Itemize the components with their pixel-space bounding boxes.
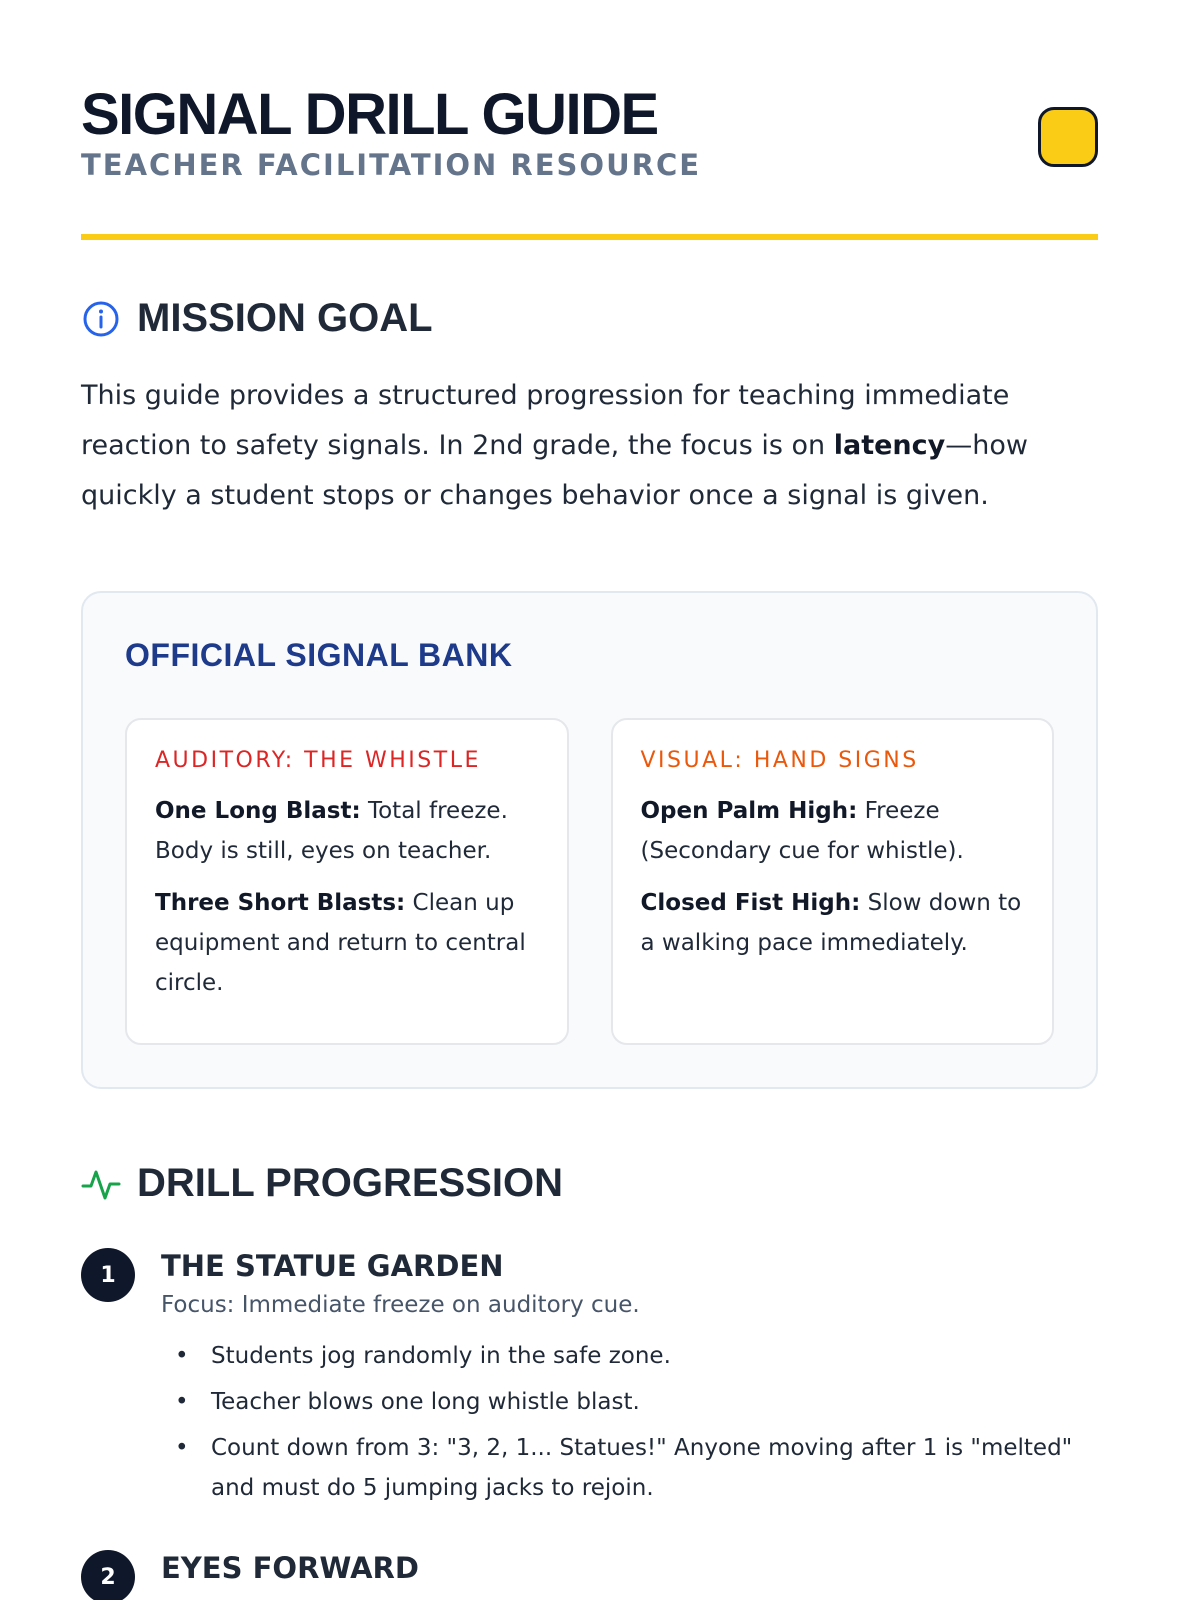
- signal-bank-title: OFFICIAL SIGNAL BANK: [125, 637, 513, 673]
- mission-heading-row: [81, 296, 1098, 341]
- signal-item: [641, 883, 1025, 963]
- drill-focus: Focus: Immediate freeze on auditory cue.: [161, 1292, 640, 1318]
- signal-bank-grid: [125, 718, 1054, 1045]
- bullet-icon: •: [175, 1343, 189, 1369]
- mission-text: [81, 371, 1098, 521]
- mission-section: [81, 296, 1098, 521]
- mission-text-bold: latency: [833, 430, 946, 461]
- activity-icon: [81, 1164, 121, 1204]
- mission-text-start: This guide provides a structured progression for teaching immediate reaction to safety signals. In 2nd grade, the focus is on: [81, 380, 1010, 461]
- drill-title: EYES FORWARD: [161, 1551, 419, 1585]
- signal-item-text: Clean up equipment and return to central circle.: [155, 890, 526, 996]
- signal-item-text: Total freeze. Body is still, eyes on teacher.: [155, 798, 508, 864]
- signal-item-label: One Long Blast:: [155, 798, 361, 824]
- mission-heading: MISSION GOAL: [137, 296, 433, 340]
- bullet-icon: •: [175, 1435, 189, 1461]
- drill-number-badge: 2: [81, 1550, 135, 1600]
- info-icon: [81, 299, 121, 339]
- yellow-badge-icon: [1038, 107, 1098, 167]
- signal-item-label: Open Palm High:: [640, 798, 858, 824]
- drill-steps: [175, 1336, 1098, 1508]
- drill-item: [81, 1548, 1098, 1588]
- document-header: [81, 0, 1098, 240]
- drill-title: THE STATUE GARDEN: [161, 1249, 504, 1283]
- signal-bank: [81, 591, 1098, 1089]
- signal-item-label: Closed Fist High:: [640, 890, 861, 916]
- drill-heading: DRILL PROGRESSION: [137, 1161, 563, 1205]
- drill-item: [81, 1246, 1098, 1508]
- signal-item: [155, 791, 539, 871]
- signal-item: [641, 791, 1025, 871]
- signal-card-auditory: [125, 718, 569, 1045]
- signal-card-title: VISUAL: HAND SIGNS: [640, 748, 919, 773]
- drill-progression-section: [81, 1161, 1098, 1588]
- signal-card-title: AUDITORY: THE WHISTLE: [155, 748, 481, 773]
- drill-step: [175, 1382, 1098, 1422]
- drill-step-text: Count down from 3: "3, 2, 1... Statues!" Anyone moving after 1 is "melted" and must do 5 jumping jacks to rejoin.: [211, 1435, 1073, 1501]
- drill-heading-row: [81, 1161, 1098, 1206]
- signal-item-text: Slow down to a walking pace immediately.: [640, 890, 1022, 956]
- signal-item-text: Freeze (Secondary cue for whistle).: [640, 798, 964, 864]
- page-title: SIGNAL DRILL GUIDE: [81, 82, 658, 147]
- signal-item: [155, 883, 539, 1003]
- drill-step: [175, 1336, 1098, 1376]
- drill-step: [175, 1428, 1098, 1508]
- signal-item-label: Three Short Blasts:: [155, 890, 406, 916]
- mission-text-end: —how quickly a student stops or changes behavior once a signal is given.: [81, 430, 1028, 511]
- page-subtitle: TEACHER FACILITATION RESOURCE: [81, 148, 702, 182]
- drill-number-badge: 1: [81, 1248, 135, 1302]
- drill-step-text: Students jog randomly in the safe zone.: [211, 1343, 671, 1369]
- signal-card-visual: [611, 718, 1055, 1045]
- bullet-icon: •: [175, 1389, 189, 1415]
- drill-step-text: Teacher blows one long whistle blast.: [211, 1389, 640, 1415]
